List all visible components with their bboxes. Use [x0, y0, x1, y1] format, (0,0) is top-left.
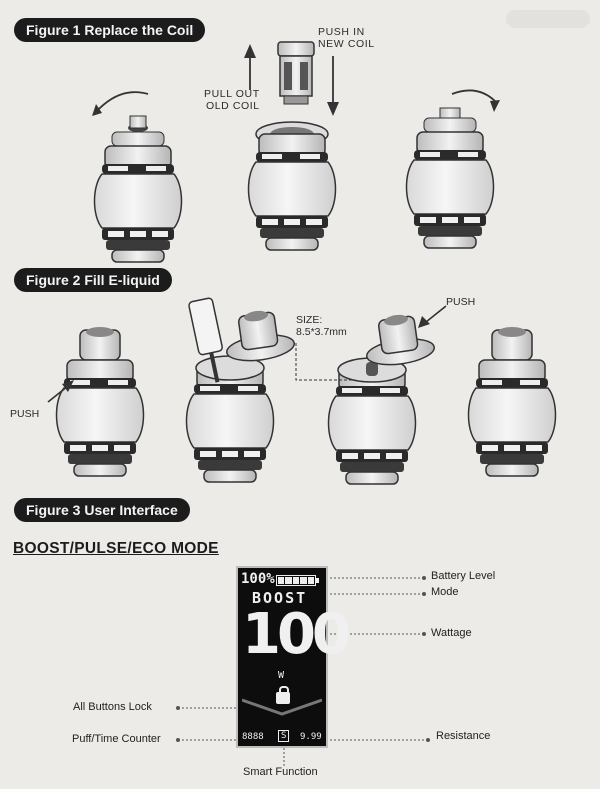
- mode-callout: Mode: [431, 586, 459, 598]
- battery-percent: 100%: [241, 571, 275, 587]
- pull-out-old-coil-label: PULL OUT OLD COIL: [204, 88, 260, 113]
- wattage-callout: Wattage: [431, 627, 472, 639]
- smart-function-callout: Smart Function: [243, 766, 318, 778]
- mode-text: BOOST: [252, 589, 308, 607]
- battery-icon: [276, 575, 316, 586]
- resistance-value: 9.99: [300, 732, 322, 742]
- resistance-callout: Resistance: [436, 730, 491, 742]
- device-screen: [236, 566, 347, 748]
- figure1-title: Figure 1 Replace the Coil: [14, 18, 205, 42]
- smart-function-icon: S: [278, 730, 289, 742]
- figure2-title: Figure 2 Fill E-liquid: [14, 268, 172, 292]
- size-label: SIZE: 8.5*3.7mm: [296, 314, 347, 338]
- mode-title: BOOST/PULSE/ECO MODE: [13, 540, 219, 557]
- push-in-new-coil-label: PUSH IN NEW COIL: [318, 26, 375, 51]
- puff-time-counter-callout: Puff/Time Counter: [72, 733, 161, 745]
- figure3-title: Figure 3 User Interface: [14, 498, 190, 522]
- wattage-value: 100: [242, 602, 347, 667]
- wattage-unit: W: [278, 670, 285, 681]
- battery-tip: [316, 578, 319, 583]
- chevron-graphic: [242, 698, 322, 718]
- all-buttons-lock-callout: All Buttons Lock: [73, 701, 152, 713]
- push-left-label: PUSH: [10, 408, 40, 420]
- puff-counter: 8888: [242, 732, 264, 742]
- battery-level-callout: Battery Level: [431, 570, 496, 582]
- push-right-label: PUSH: [446, 296, 476, 308]
